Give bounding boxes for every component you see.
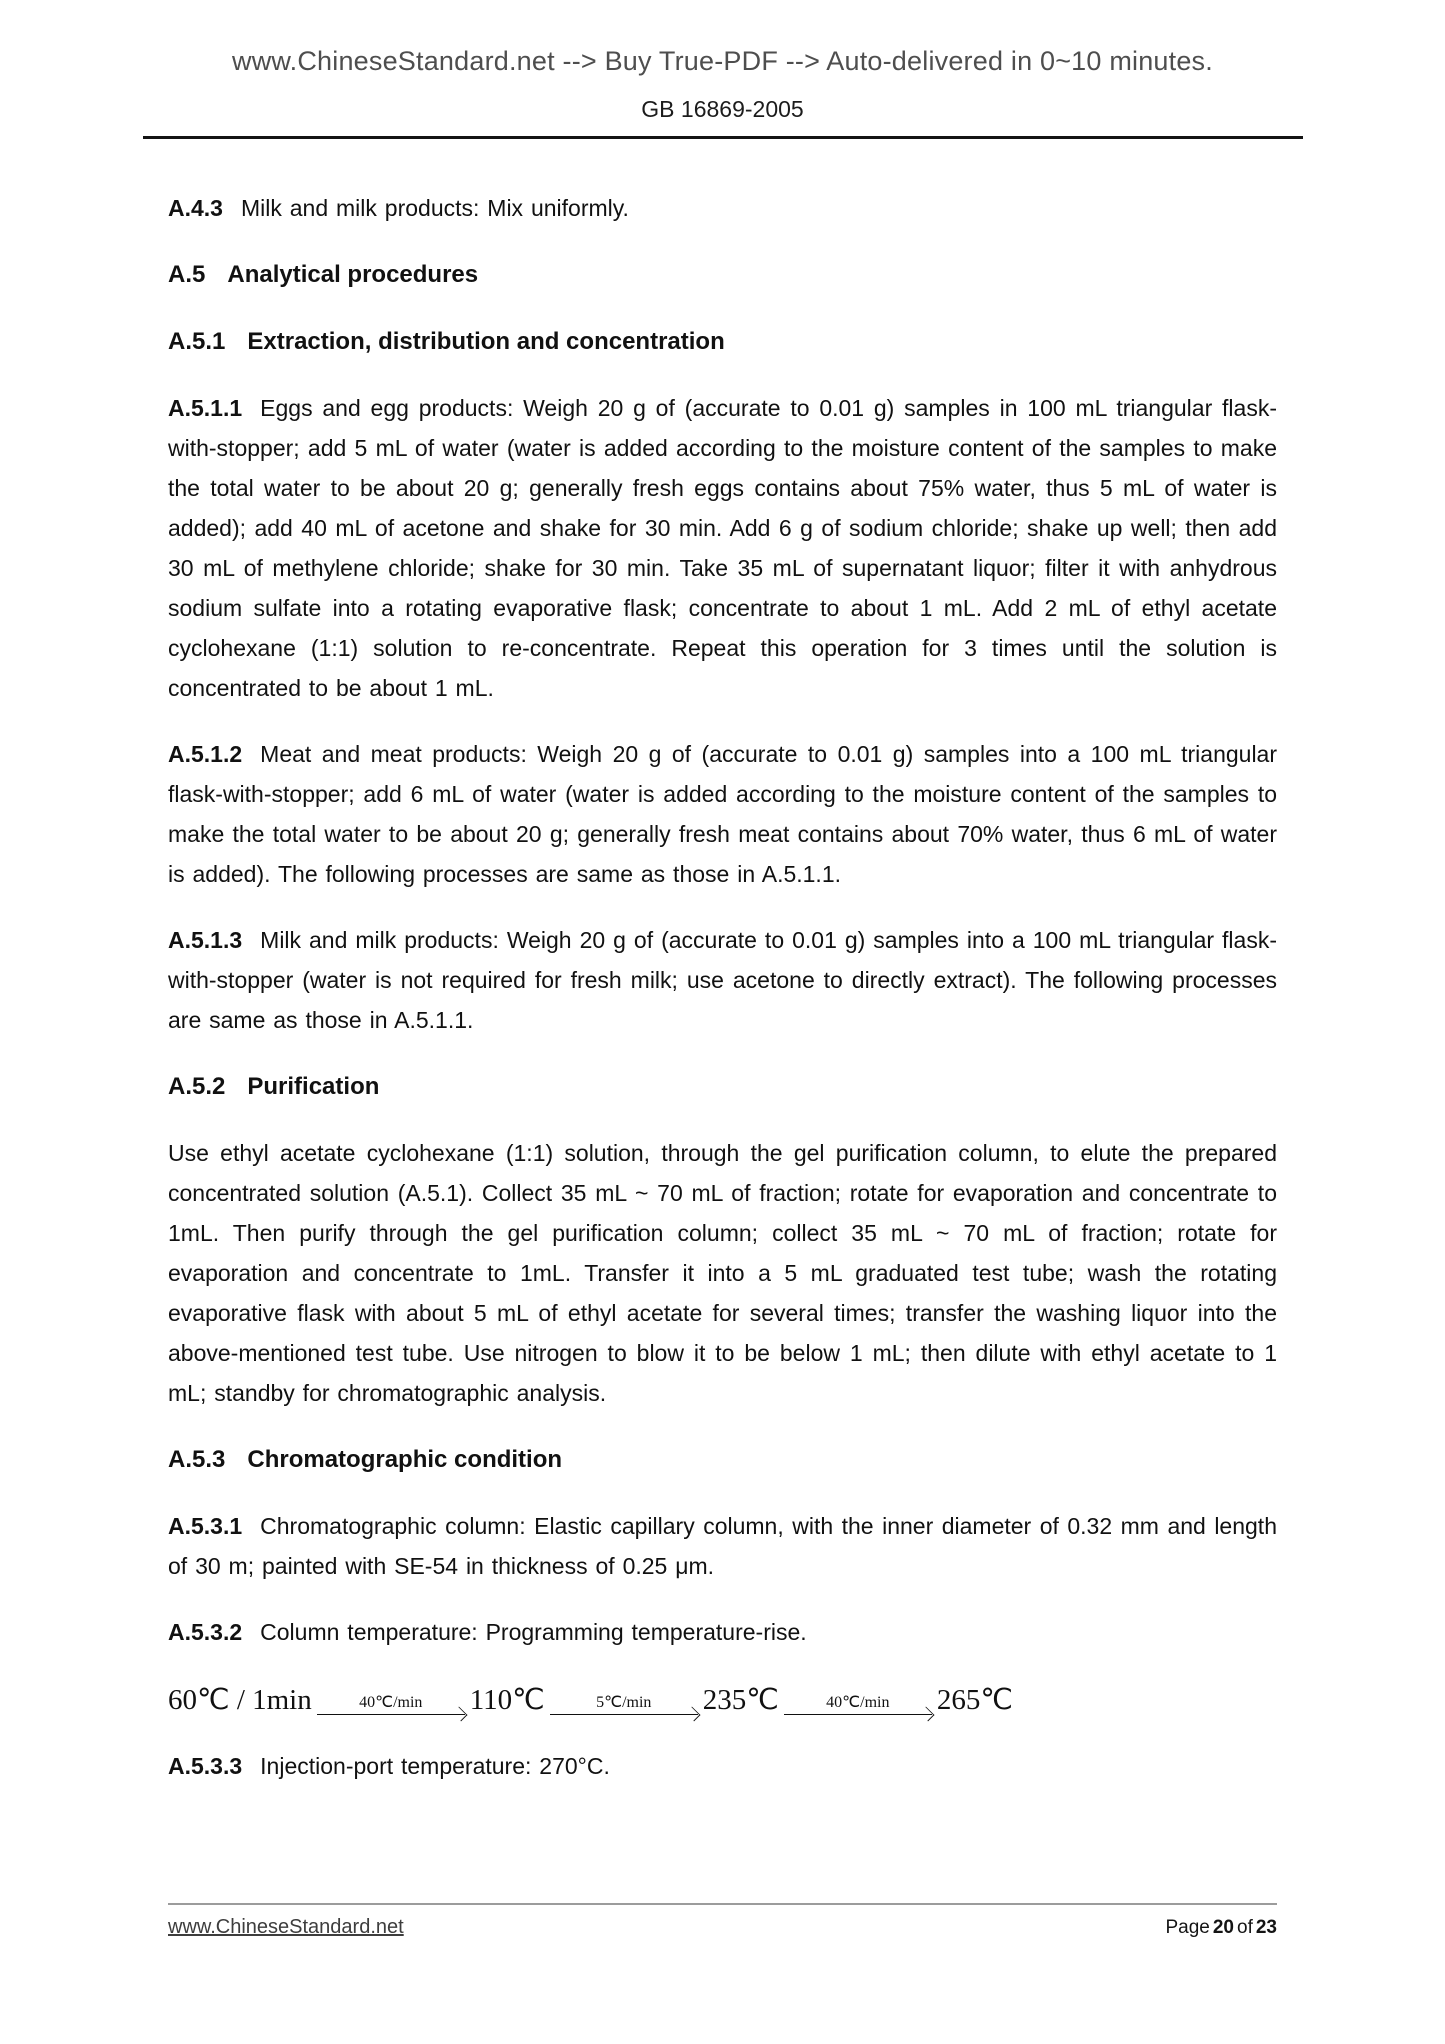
section-text: Milk and milk products: Mix uniformly. xyxy=(240,195,629,221)
document-code: GB 16869-2005 xyxy=(641,96,804,122)
heading-title: Purification xyxy=(247,1073,380,1100)
temperature-program-formula xyxy=(168,1668,1277,1730)
of-label: of xyxy=(1237,1917,1253,1938)
section-a513 xyxy=(168,920,1277,1040)
heading-title: Chromatographic condition xyxy=(247,1446,563,1473)
section-number: A.5.3.1 xyxy=(168,1513,243,1539)
section-number: A.5.3.2 xyxy=(168,1619,243,1645)
section-number: A.4.3 xyxy=(168,195,223,221)
section-number: A.5.2 xyxy=(168,1073,226,1100)
section-a43 xyxy=(168,188,1277,228)
section-a531 xyxy=(168,1506,1277,1586)
footer-website-link[interactable]: www.ChineseStandard.net xyxy=(168,1916,404,1938)
heading-a5 xyxy=(168,255,1277,295)
formula-start-temp: 60℃ / 1min xyxy=(168,1683,312,1716)
heading-title: Extraction, distribution and concentration xyxy=(247,328,725,355)
section-number: A.5.1.3 xyxy=(168,927,243,953)
section-text: Eggs and egg products: Weigh 20 g of (accurate to 0.01 g) samples in 100 mL triangular flask-with-stopper; add 5 mL of water (water is added according to the moisture content of the samples to make the total water to be about 20 g; generally fresh eggs contains about 75% water, thus 5 mL of water is added); add 40 mL of acetone and shake for 30 min. Add 6 g of sodium chloride; shake up well; then add 30 mL of methylene chloride; shake for 30 min. Take 35 mL of supernatant liquor; filter it with anhydrous sodium sulfate into a rotating evaporative flask; concentrate to about 1 mL. Add 2 mL of ethyl acetate cyclohexane (1:1) solution to re-concentrate. Repeat this operation for 3 times until the solution is concentrated to be about 1 mL. xyxy=(168,395,1277,701)
formula-rate-label: 40℃/min xyxy=(359,1693,423,1711)
section-number: A.5.1 xyxy=(168,328,226,355)
section-number: A.5.3.3 xyxy=(168,1753,243,1779)
section-a511 xyxy=(168,388,1277,708)
document-body xyxy=(168,188,1277,1888)
right-arrow-icon xyxy=(784,1714,932,1715)
section-text: Milk and milk products: Weigh 20 g of (accurate to 0.01 g) samples into a 100 mL triangular flask-with-stopper (water is not required for fresh milk; use acetone to directly extract). The following processes are same as those in A.5.1.1. xyxy=(168,927,1277,1033)
header-rule xyxy=(143,136,1303,139)
section-number: A.5.1.1 xyxy=(168,395,243,421)
formula-arrow xyxy=(550,1694,698,1715)
section-text: Column temperature: Programming temperature-rise. xyxy=(260,1619,807,1645)
section-number: A.5.3 xyxy=(168,1446,226,1473)
formula-arrow xyxy=(784,1694,932,1715)
right-arrow-icon xyxy=(550,1714,698,1715)
heading-a51 xyxy=(168,322,1277,362)
formula-rate-label: 40℃/min xyxy=(826,1693,890,1711)
heading-title: Analytical procedures xyxy=(227,261,479,288)
section-a52-body: Use ethyl acetate cyclohexane (1:1) solution, through the gel purification column, to elute the prepared concentrated solution (A.5.1). Collect 35 mL ~ 70 mL of fraction; rotate for evaporation and concentrate to 1mL. Then purify through the gel purification column; collect 35 mL ~ 70 mL of fraction; rotate for evaporation and concentrate to 1mL. Transfer it into a 5 mL graduated test tube; wash the rotating evaporative flask with about 5 mL of ethyl acetate for several times; transfer the washing liquor into the above-mentioned test tube. Use nitrogen to blow it to be below 1 mL; then dilute with ethyl acetate to 1 mL; standby for chromatographic analysis. xyxy=(168,1140,1277,1406)
section-a512 xyxy=(168,734,1277,894)
right-arrow-icon xyxy=(317,1714,465,1715)
heading-a53 xyxy=(168,1440,1277,1480)
page-current: 20 xyxy=(1212,1917,1234,1938)
section-text: Meat and meat products: Weigh 20 g of (accurate to 0.01 g) samples into a 100 mL triangular flask-with-stopper; add 6 mL of water (water is added according to the moisture content of the samples to make the total water to be about 20 g; generally fresh meat contains about 70% water, thus 6 mL of water is added). The following processes are same as those in A.5.1.1. xyxy=(168,741,1277,887)
section-a532 xyxy=(168,1612,1277,1652)
footer-rule xyxy=(168,1903,1277,1905)
section-text: Injection-port temperature: 270°C. xyxy=(260,1753,610,1779)
page-total: 23 xyxy=(1255,1917,1277,1938)
page-label: Page xyxy=(1165,1917,1210,1938)
section-number: A.5 xyxy=(168,261,206,288)
formula-arrow xyxy=(317,1694,465,1715)
footer xyxy=(168,1916,1277,1939)
formula-rate-label: 5℃/min xyxy=(596,1693,652,1711)
section-number: A.5.1.2 xyxy=(168,741,243,767)
heading-a52 xyxy=(168,1067,1277,1107)
section-text: Chromatographic column: Elastic capillary column, with the inner diameter of 0.32 mm and length of 30 m; painted with SE-54 in thickness of 0.25 μm. xyxy=(168,1513,1277,1579)
header-banner: www.ChineseStandard.net --> Buy True-PDF --> Auto-delivered in 0~10 minutes. xyxy=(232,46,1213,76)
formula-temp: 265℃ xyxy=(936,1683,1013,1716)
formula-temp: 235℃ xyxy=(702,1683,779,1716)
page-indicator xyxy=(1162,1917,1277,1939)
formula-temp: 110℃ xyxy=(469,1683,545,1716)
section-a533 xyxy=(168,1746,1277,1786)
